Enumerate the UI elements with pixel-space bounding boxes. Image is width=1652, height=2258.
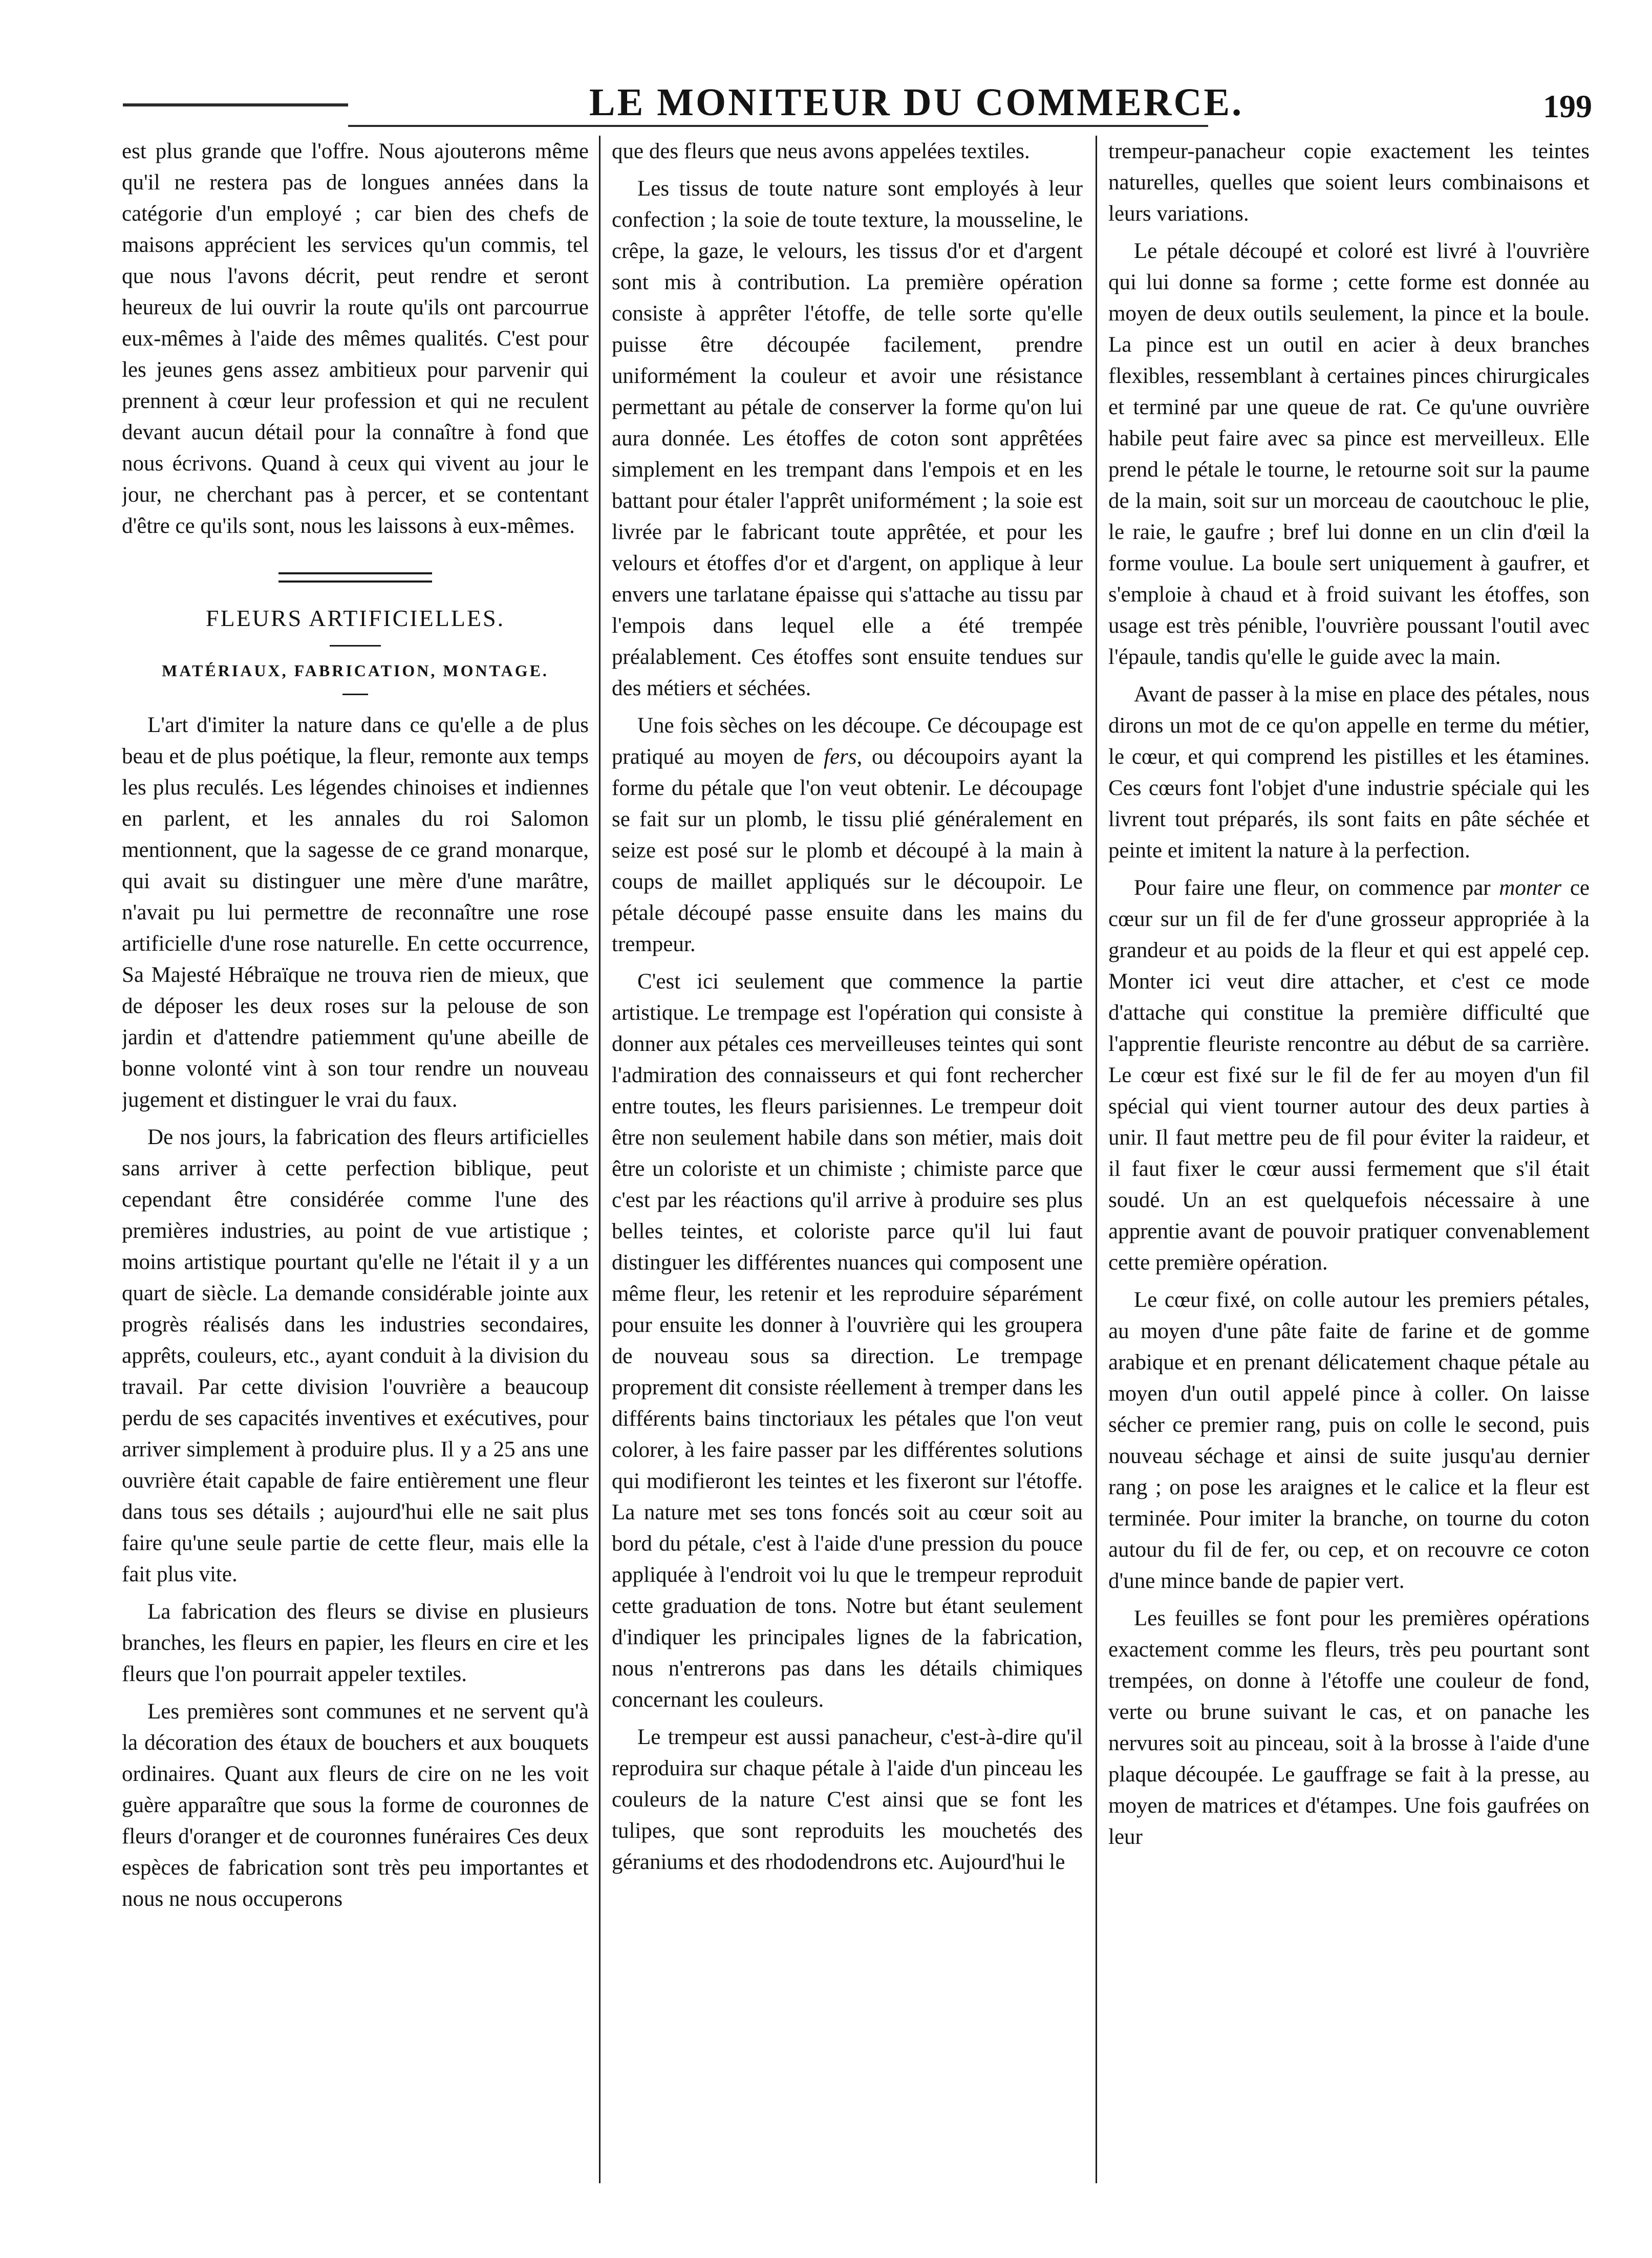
paragraph: C'est ici seulement que commence la partie artistique. Le trempage est l'opération qui consiste à donner aux pétales ces merveilleuses teintes qui sont l'admiration des connaisseurs et qui font rechercher entre toutes, les fleurs parisiennes. Le trempeur doit être non seulement habile dans son métier, mais doit être un coloriste et un chimiste ; chimiste parce que c'est par les réactions qu'il arrive à produire ses plus belles teintes, et coloriste parce qu'il lui faut distinguer les différentes nuances qui composent une même fleur, les retenir et les reproduire séparément pour ensuite les donner à l'ouvrière qui les groupera de nouveau sous sa direction. Le trempage proprement dit consiste réellement à tremper dans les différents bains tinctoriaux les pétales que l'on veut colorer, à les faire passer par les différentes solutions qui modifieront les teintes et les fixeront sur l'étoffe. La nature met ses tons foncés soit au cœur soit au bord du pétale, c'est à l'aide d'une pression du pouce appliquée à l'endroit voi lu que le trempeur reproduit cette graduation de tons. Notre but étant seulement d'indiquer les principales lignes de la fabrication, nous n'entrerons pas dans les détails chimiques concernant les couleurs.	[612, 970, 1083, 1712]
column-1	[122, 136, 589, 2183]
paragraph	[1108, 872, 1590, 1278]
page-header	[123, 77, 1592, 128]
paragraph: Les feuilles se font pour les premières opérations exactement comme les fleurs, très peu pourtant sont trempées, on donne à l'étoffe une couleur de fond, verte ou brune suivant le cas, et on panache les nervures soit au pinceau, soit à la brosse à l'aide d'une plaque découpée. Le gauffrage se fait à la presse, au moyen de matrices et d'étampes. Une fois gaufrées on leur	[1108, 1606, 1590, 1849]
page-number: 199	[1543, 88, 1592, 124]
section-separator	[278, 572, 432, 583]
column-divider-2	[1096, 136, 1097, 2183]
text-run: , ou découpoirs ayant la forme du pétale que l'on veut obtenir. Le découpage se fait sur un plomb, le tissu plié généralement en seize est posé sur le plomb et découpé à la main à coups de maillet appliqués sur le découpoir. Le pétale découpé passe ensuite dans les mains du trempeur.	[612, 745, 1083, 956]
italic-term: fers	[824, 745, 857, 769]
text-run: Pour faire une fleur, on commence par	[1134, 876, 1499, 900]
short-rule	[342, 694, 368, 695]
paragraph: L'art d'imiter la nature dans ce qu'elle a de plus beau et de plus poétique, la fleur, remonte aux temps les plus reculés. Les légendes chinoises et indiennes en parlent, et les annales du roi Salomon mentionnent, que la sagesse de ce grand monarque, qui avait su distinguer une mère d'une marâtre, n'avait pu lui permettre de reconnaître une rose artificielle d'une rose naturelle. En cette occurrence, Sa Majesté Hébraïque ne trouva rien de mieux, que de déposer les deux roses sur la pelouse de son jardin et d'attendre patiemment qu'une abeille de bonne volonté vint à son tour rendre un nouveau jugement et distinguer le vrai du faux.	[122, 713, 589, 1112]
text-run: Une fois sèches on les découpe. Ce découpage est pratiqué au moyen de	[612, 714, 1083, 769]
section-subtitle: MATÉRIAUX, FABRICATION, MONTAGE.	[162, 661, 549, 680]
paragraph: que des fleurs que neus avons appelées textiles.	[612, 139, 1030, 163]
paragraph: La fabrication des fleurs se divise en plusieurs branches, les fleurs en papier, les fleurs en cire et les fleurs que l'on pourrait appeler textiles.	[122, 1600, 589, 1686]
paragraph: Le trempeur est aussi panacheur, c'est-à-dire qu'il reproduira sur chaque pétale à l'aide d'un pinceau les couleurs de la nature C'est ainsi que se font les tulipes, que sont reproduits les mouchetés des géraniums et des rhododendrons etc. Aujourd'hui le	[612, 1725, 1083, 1874]
header-left-rule	[123, 103, 348, 106]
short-rule	[330, 645, 381, 647]
paragraph: Avant de passer à la mise en place des pétales, nous dirons un mot de ce qu'on appelle en terme du métier, le cœur, et qui comprend les pistilles et les étamines. Ces cœurs font l'objet d'une industrie spéciale qui les livrent tout préparés, ils sont faits en pâte séchée et peinte et imitent la nature à la perfection.	[1108, 682, 1590, 863]
paragraph	[612, 710, 1083, 960]
paragraph: Les tissus de toute nature sont employés à leur confection ; la soie de toute texture, la mousseline, le crêpe, la gaze, le velours, les tissus d'or et d'argent sont mis à contribution. La première opération consiste à apprêter l'étoffe, de telle sorte qu'elle puisse être découpée facilement, prendre uniformément la couleur et avoir une résistance permettant au pétale de conserver la forme qu'on lui aura donnée. Les étoffes de coton sont apprêtées simplement en les trempant dans l'empois et en les battant pour étaler l'apprêt uniformément ; la soie est livrée par le fabricant toute apprêtée, et pour les velours et étoffes d'or et d'argent, on applique à leur envers une tarlatane épaisse qui s'attache au tissu par l'empois dans lequel elle a été trempée préalablement. Ces étoffes sont ensuite tendues sur des métiers et séchées.	[612, 177, 1083, 700]
paragraph: trempeur-panacheur copie exactement les teintes naturelles, quelles que soient leurs combinaisons et leurs variations.	[1108, 139, 1590, 226]
column-2	[612, 136, 1083, 2183]
column-divider-1	[599, 136, 600, 2183]
paragraph: Le cœur fixé, on colle autour les premiers pétales, au moyen d'une pâte faite de farine et de gomme arabique et en prenant délicatement chaque pétale au moyen d'un outil appelé pince à coller. On laisse sécher ce premier rang, puis on colle le second, puis nouveau séchage et ainsi de suite jusqu'au dernier rang ; on pose les araignes et le calice et la fleur est terminée. Pour imiter la branche, on tourne du coton autour du fil de fer, ou cep, et on recouvre ce coton d'une mince bande de papier vert.	[1108, 1288, 1590, 1593]
italic-term: monter	[1499, 876, 1562, 900]
paragraph: Les premières sont communes et ne servent qu'à la décoration des étaux de bouchers et aux bouquets ordinaires. Quant aux fleurs de cire on ne les voit guère apparaître que sous la forme de couronnes de fleurs d'oranger et de couronnes funéraires Ces deux espèces de fabrication sont très peu importantes et nous ne nous occuperons	[122, 1700, 589, 1911]
paragraph: De nos jours, la fabrication des fleurs artificielles sans arriver à cette perfection biblique, peut cependant être considérée comme l'une des premières industries, au point de vue artistique ; moins artistique pourtant qu'elle ne l'était il y a un quart de siècle. La demande considérable jointe aux progrès réalisés dans les industries secondaires, apprêts, couleurs, etc., ayant conduit à la division du travail. Par cette division l'ouvrière a beaucoup perdu de ses capacités inventives et exécutives, pour arriver simplement à produire plus. Il y a 25 ans une ouvrière était capable de faire entièrement une fleur dans tous ses détails ; aujourd'hui elle ne sait plus faire qu'une seule partie de cette fleur, mais elle la fait plus vite.	[122, 1125, 589, 1586]
page-title: LE MONITEUR DU COMMERCE.	[589, 81, 1244, 124]
paragraph: Le pétale découpé et coloré est livré à l'ouvrière qui lui donne sa forme ; cette forme est donnée au moyen de deux outils seulement, la pince et la boule. La pince est un outil en acier à deux branches flexibles, ressemblant à certaines pinces chirurgicales et terminé par une queue de rat. Ce qu'une ouvrière habile peut faire avec sa pince est merveilleux. Elle prend le pétale le tourne, le retourne soit sur la paume de la main, soit sur un morceau de caoutchouc le plie, le raie, le gaufre ; bref lui donne en un clin d'œil la forme voulue. La boule sert uniquement à gaufrer, et s'emploie à chaud et à froid suivant les étoffes, son usage est très pénible, l'ouvrière poussant l'outil avec l'épaule, tandis qu'elle le guide avec la main.	[1108, 239, 1590, 669]
section-title: FLEURS ARTIFICIELLES.	[205, 605, 505, 631]
column-3	[1108, 136, 1590, 2183]
paragraph: est plus grande que l'offre. Nous ajouterons même qu'il ne restera pas de longues années dans la catégorie d'un employé ; car bien des chefs de maisons apprécient les services qu'un commis, tel que nous l'avons décrit, peut rendre et seront heureux de lui ouvrir la route qu'ils ont parcourrue eux-mêmes à l'aide des mêmes qualités. C'est pour les jeunes gens assez ambitieux pour parvenir qui prennent à cœur leur profession et qui ne reculent devant aucun détail pour la connaître à fond que nous écrivons. Quand à ceux qui vivent au jour le jour, ne cherchant pas à percer, et se contentant d'être ce qu'ils sont, nous les laissons à eux-mêmes.	[122, 139, 589, 538]
text-run: ce cœur sur un fil de fer d'une grosseur appropriée à la grandeur et au poids de la fleur et qui est appelé cep. Monter ici veut dire attacher, et c'est ce mode d'attache qui constitue la première difficulté que l'apprentie fleuriste rencontre au début de sa carrière. Le cœur est fixé sur le fil de fer au moyen d'un fil spécial qui vient tourner autour des deux parties à unir. Il faut mettre peu de fil pour éviter la raideur, et il faut fixer le cœur aussi fermement que s'il était soudé. Un an est quelquefois nécessaire à une apprentie avant de pouvoir pratiquer convenablement cette première opération.	[1108, 876, 1590, 1275]
header-underline	[348, 125, 1208, 127]
